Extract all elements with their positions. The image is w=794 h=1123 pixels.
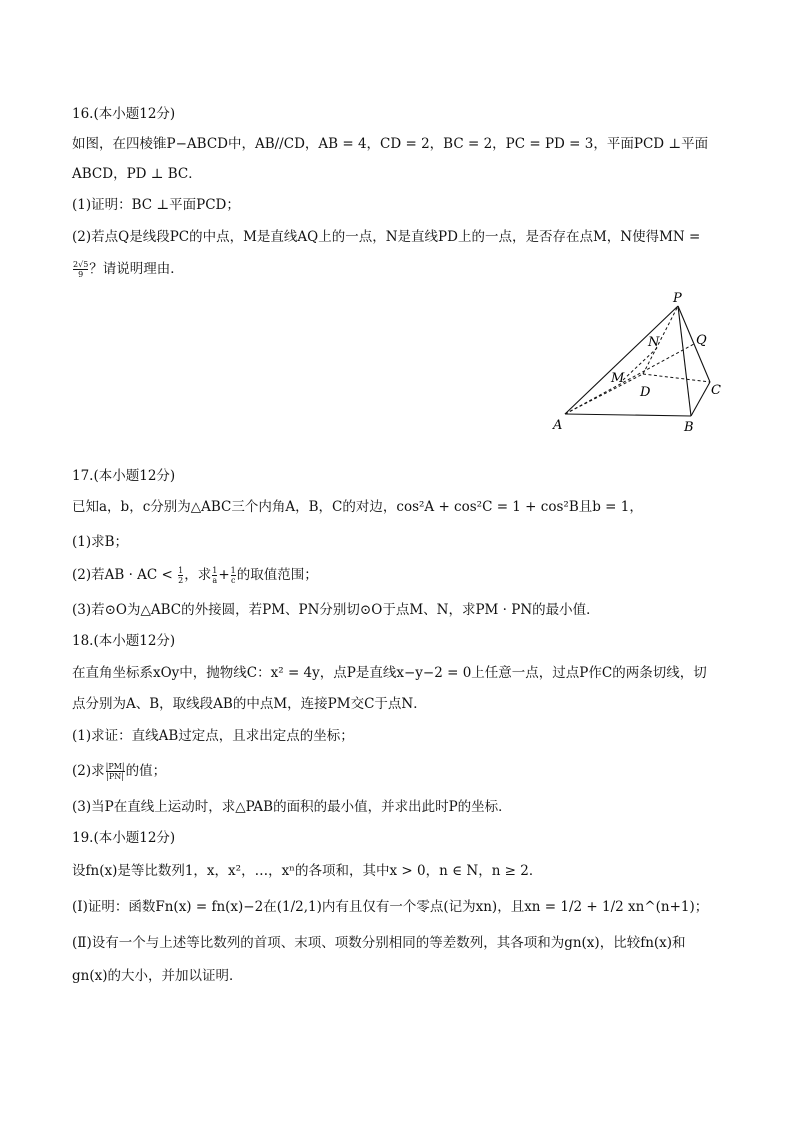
edge-BC [691,382,710,416]
q17-part2: (2)若AB · AC < $\frac{1}{2}$ ，求 $\frac{1}{a}$ + $\frac{1}{c}$ 的取值范围； [72,566,318,585]
q19-part1: (Ⅰ)证明：函数Fn(x) = fn(x)−2在(1/2,1)内有且仅有一个零点(记为xn)，且xn = 1/2 + 1/2 xn^(n+1)； [72,899,709,915]
edge-DC [643,374,710,382]
q17-fraction-1-over-a: $\frac{1}{a}$ [212,566,218,585]
q17-heading: 17.(本小题12分) [72,468,176,484]
label-Q: Q [696,333,707,348]
edge-PA [565,306,678,414]
q16-line1: 如图，在四棱锥P−ABCD中，AB//CD，AB = 4，CD = 2，BC = 2，PC = PD = 3，平面PCD ⊥平面 [72,136,709,152]
q16-heading: 16.(本小题12分) [72,106,176,122]
label-D: D [640,385,651,400]
label-A: A [553,418,563,433]
segment-AQ [565,344,694,414]
q18-part2: (2)求 $\frac{|PM|}{|PN|}$ 的值； [72,762,167,781]
q19-part2b: gn(x)的大小，并加以证明． [72,968,243,984]
q16-part2a: (2)若点Q是线段PC的中点，M是直线AQ上的一点，N是直线PD上的一点，是否存在点M，N使得MN = [72,229,701,245]
q18-fraction: $\frac{|PM|}{|PN|}$ [105,762,125,781]
q16-part2b: $\frac{2√5}{9}$ ？请说明理由． [73,260,184,279]
q16-part1: (1)证明：BC ⊥平面PCD； [72,197,240,213]
q17-part3: (3)若⊙O为△ABC的外接圆，若PM、PN分别切⊙O于点M、N，求PM · PN的最小值． [72,602,600,618]
q18-part3: (3)当P在直线上运动时，求△PAB的面积的最小值，并求出此时P的坐标． [72,799,512,815]
q18-heading: 18.(本小题12分) [72,633,176,649]
q19-heading: 19.(本小题12分) [72,830,176,846]
label-C: C [711,383,721,398]
q16-fraction: $\frac{2√5}{9}$ [73,260,89,279]
q17-part1: (1)求B； [72,534,129,550]
q18-line2: 点分别为A、B，取线段AB的中点M，连接PM交C于点N． [72,696,427,712]
edge-AB [565,414,691,416]
q19-line1: 设fn(x)是等比数列1，x，x²，…，xⁿ的各项和，其中x > 0，n ∈ N，n ≥ 2． [72,863,543,879]
q17-fraction-half: $\frac{1}{2}$ [178,566,184,585]
q17-fraction-1-over-c: $\frac{1}{c}$ [230,566,236,585]
label-N: N [648,335,660,350]
label-B: B [684,420,694,435]
q18-part1: (1)求证：直线AB过定点，且求出定点的坐标； [72,728,354,744]
q19-part2a: (Ⅱ)设有一个与上述等比数列的首项、末项、项数分别相同的等差数列，其各项和为gn(x)，比较fn(x)和 [72,935,686,951]
label-M: M [611,371,625,386]
q18-line1: 在直角坐标系xOy中，抛物线C：x² = 4y，点P是直线x−y−2 = 0上任意一点，过点P作C的两条切线，切 [72,665,707,681]
q16-line2: ABCD，PD ⊥ BC． [72,166,202,182]
q17-line1: 已知a，b，c分别为△ABC三个内角A，B，C的对边，cos²A + cos²C = 1 + cos²B且b = 1， [72,499,643,515]
label-P: P [673,291,682,306]
pyramid-figure [545,288,735,438]
